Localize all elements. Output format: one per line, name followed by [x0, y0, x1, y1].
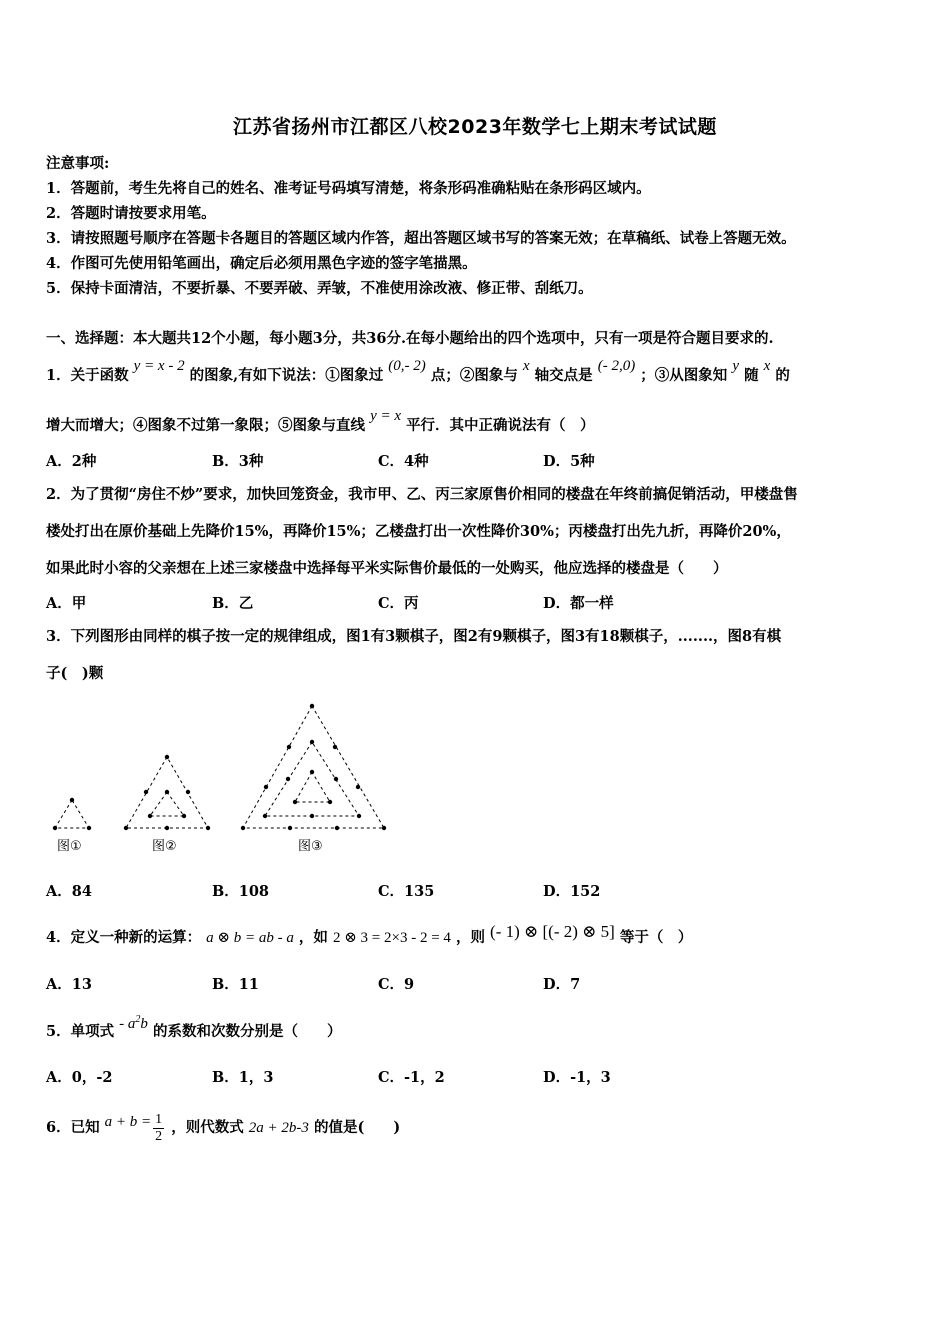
q1-text: 的: [775, 367, 790, 384]
q4-text: 等于（ ）: [619, 929, 693, 946]
triangle-fig1: [55, 800, 89, 828]
q1-text: 1．关于函数: [46, 367, 129, 384]
notice-item: 4．作图可先使用铅笔画出，确定后必须用黑色字迹的签字笔描黑。: [46, 255, 477, 272]
chess-piece: [310, 704, 314, 708]
triangle-fig3-mid: [265, 742, 359, 816]
q6-text: 6．已知: [46, 1119, 100, 1136]
notice-item: 3．请按照题号顺序在答题卡各题目的答题区域内作答，超出答题区域书写的答案无效；在草稿纸、试卷上答题无效。: [46, 230, 796, 247]
chess-pattern-figure: [0, 690, 420, 860]
q1-math: x: [522, 358, 530, 374]
q5-option-b: B．1，3: [212, 1069, 274, 1086]
q5-math-exponent: 2: [135, 1014, 141, 1025]
chess-piece: [310, 770, 314, 774]
q5-option-c: C．-1，2: [378, 1069, 445, 1086]
question-5-line: [46, 1014, 342, 1041]
q6-math: a + b =: [104, 1114, 152, 1130]
q1-text: ；③从图象知: [640, 367, 728, 384]
q1-math: (0,- 2): [388, 358, 426, 374]
chess-piece: [264, 785, 268, 789]
q3-option-b: B．108: [212, 883, 270, 900]
triangle-fig3-outer: [243, 706, 384, 828]
question-1-line-1: [46, 358, 790, 385]
chess-piece: [124, 826, 128, 830]
q4-math: 2 ⊗ 3 = 2×3 - 2 = 4: [332, 930, 451, 946]
q6-fraction-denominator: 2: [155, 1128, 163, 1144]
chess-piece: [328, 800, 332, 804]
q4-text: ，如: [298, 929, 328, 946]
q1-text: 增大而增大；④图象不过第一象限；⑤图象与直线: [46, 417, 365, 434]
q2-option-b: B．乙: [212, 595, 254, 612]
chess-piece: [165, 755, 169, 759]
q5-option-d: D．-1，3: [543, 1069, 611, 1086]
q4-math: (- 1) ⊗ [(- 2) ⊗ 5]: [490, 922, 615, 941]
notice-item: 2．答题时请按要求用笔。: [46, 205, 216, 222]
q4-option-d: D．7: [543, 976, 581, 993]
q3-option-d: D．152: [543, 883, 601, 900]
chess-piece: [144, 790, 148, 794]
chess-piece: [310, 814, 314, 818]
q2-option-c: C．丙: [378, 595, 419, 612]
q1-text: 点；②图象与: [430, 367, 518, 384]
q4-text: ，则: [455, 929, 485, 946]
q1-math: y = x - 2: [133, 358, 185, 374]
q6-text: ，则代数式: [171, 1119, 244, 1136]
chess-piece: [186, 790, 190, 794]
question-1-line-2: [46, 408, 595, 435]
exam-title: 江苏省扬州市江都区八校2023年数学七上期末考试试题: [233, 116, 717, 138]
question-3-line: 子( )颗: [46, 665, 104, 682]
chess-piece: [287, 745, 291, 749]
chess-piece: [335, 826, 339, 830]
q6-text: 的值是( ): [313, 1119, 401, 1136]
chess-piece: [165, 790, 169, 794]
notice-heading: 注意事项:: [46, 155, 110, 172]
chess-piece: [382, 826, 386, 830]
q2-option-a: A．甲: [46, 595, 87, 612]
chess-piece: [182, 814, 186, 818]
q1-option-a: A．2种: [46, 453, 97, 470]
chess-piece: [148, 814, 152, 818]
q6-math: 2a + 2b-3: [248, 1120, 309, 1136]
q6-fraction-numerator: 1: [155, 1111, 163, 1127]
chess-piece: [334, 777, 338, 781]
q1-text: 随: [744, 367, 759, 384]
chess-piece: [241, 826, 245, 830]
q5-math-base: - a: [119, 1016, 136, 1032]
q4-math: a ⊗ b = ab - a: [206, 930, 294, 946]
chess-piece: [165, 826, 169, 830]
q1-text: 平行．其中正确说法有（ ）: [406, 417, 595, 434]
chess-piece: [357, 814, 361, 818]
q1-math: (- 2,0): [597, 358, 636, 374]
question-2-line: 如果此时小容的父亲想在上述三家楼盘中选择每平米实际售价最低的一处购买，他应选择的楼盘是（ ）: [46, 560, 728, 577]
section-heading: 一、选择题：本大题共12个小题，每小题3分，共36分.在每小题给出的四个选项中，只有一项是符合题目要求的.: [46, 330, 774, 347]
q1-math: y: [732, 358, 739, 374]
q3-option-c: C．135: [378, 883, 435, 900]
figure-label-2: 图②: [152, 839, 177, 854]
question-4-line: [46, 922, 693, 947]
figure-label-1: 图①: [57, 839, 82, 854]
chess-piece: [286, 777, 290, 781]
chess-piece: [310, 740, 314, 744]
question-2-line: 2．为了贯彻“房住不炒”要求，加快回笼资金，我市甲、乙、丙三家原售价相同的楼盘在年终前搞促销活动，甲楼盘售: [46, 486, 798, 503]
q5-math: [119, 1016, 148, 1032]
q6-fraction: [153, 1112, 164, 1145]
chess-piece: [206, 826, 210, 830]
q1-option-d: D．5种: [543, 453, 595, 470]
chess-piece: [53, 826, 57, 830]
q2-option-d: D．都一样: [543, 595, 614, 612]
q5-text: 5．单项式: [46, 1023, 115, 1040]
question-2-line: 楼处打出在原价基础上先降价15%，再降价15%；乙楼盘打出一次性降价30%；丙楼盘打出先九折，再降价20%，: [46, 523, 791, 540]
triangle-fig2-inner: [150, 792, 184, 816]
notice-item: 1．答题前，考生先将自己的姓名、准考证号码填写清楚，将条形码准确粘贴在条形码区域内。: [46, 180, 651, 197]
chess-piece: [293, 800, 297, 804]
q5-text: 的系数和次数分别是（ ）: [152, 1023, 342, 1040]
chess-piece: [263, 814, 267, 818]
q4-option-b: B．11: [212, 976, 259, 993]
figure-label-3: 图③: [298, 839, 323, 854]
question-3-line: 3．下列图形由同样的棋子按一定的规律组成，图1有3颗棋子，图2有9颗棋子，图3有18颗棋子，.......，图8有棋: [46, 628, 782, 645]
chess-piece: [70, 798, 74, 802]
chess-piece: [288, 826, 292, 830]
triangle-fig3-inner: [295, 772, 330, 802]
notice-item: 5．保持卡面清洁，不要折暴、不要弄破、弄皱，不准使用涂改液、修正带、刮纸刀。: [46, 280, 593, 297]
q1-option-b: B．3种: [212, 453, 264, 470]
q5-option-a: A．0，-2: [46, 1069, 113, 1086]
chess-piece: [356, 785, 360, 789]
q1-text: 轴交点是: [534, 367, 593, 384]
q5-math-var: b: [140, 1016, 148, 1032]
q1-text: 的图象,有如下说法：①图象过: [189, 367, 384, 384]
q4-option-a: A．13: [46, 976, 92, 993]
q1-math: y = x: [370, 408, 401, 424]
chess-piece: [87, 826, 91, 830]
q3-option-a: A．84: [46, 883, 92, 900]
q4-text: 4．定义一种新的运算：: [46, 929, 202, 946]
q4-option-c: C．9: [378, 976, 415, 993]
q1-math: x: [763, 358, 771, 374]
q1-option-c: C．4种: [378, 453, 429, 470]
question-6-line: [46, 1108, 400, 1148]
chess-piece: [333, 745, 337, 749]
